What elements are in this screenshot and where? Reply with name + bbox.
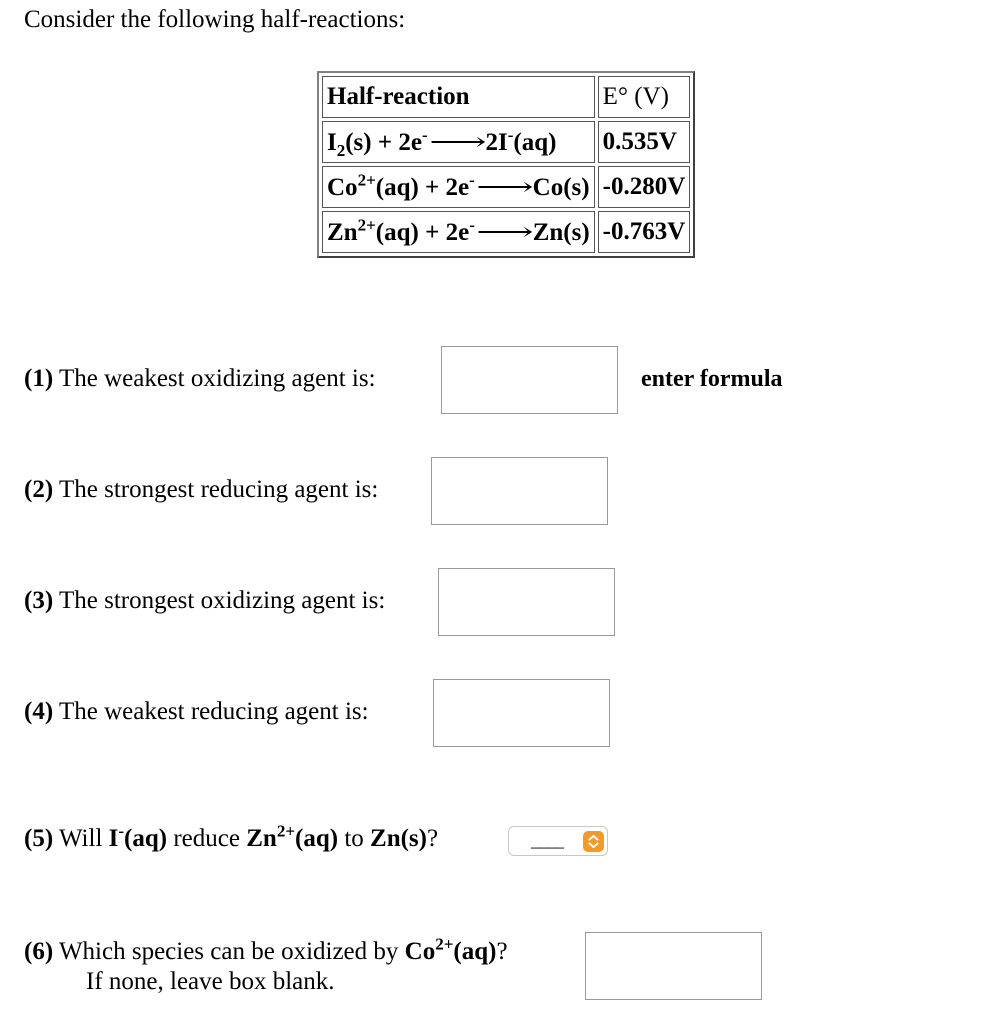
potential-cobalt: -0.280V bbox=[598, 166, 691, 208]
reaction-zinc: $Zn^{2+}(aq)$ + 2e-⟶Zn(s) bbox=[322, 211, 595, 253]
question-text: The strongest oxidizing agent is: bbox=[58, 587, 386, 614]
reaction-arrow-icon: ⟶ bbox=[428, 129, 487, 156]
answer-input-3[interactable] bbox=[438, 568, 615, 636]
question-number: (2) bbox=[24, 476, 54, 503]
table-row bbox=[322, 166, 690, 208]
question-number: (4) bbox=[24, 698, 54, 725]
table-row bbox=[322, 121, 690, 163]
question-6: (6) Which species can be oxidized by $Co^{2+}(aq)$? bbox=[24, 934, 508, 965]
reaction-arrow-icon: ⟶ bbox=[476, 219, 534, 246]
reaction-cobalt: $Co^{2+}(aq)$ + 2e-⟶Co(s) bbox=[322, 166, 595, 208]
select-updown-icon[interactable] bbox=[583, 831, 604, 852]
question-3 bbox=[24, 587, 385, 615]
question-number: (1) bbox=[24, 365, 54, 392]
answer-input-4[interactable] bbox=[433, 679, 610, 747]
question-text: The strongest reducing agent is: bbox=[58, 476, 379, 503]
reaction-arrow-icon: ⟶ bbox=[476, 174, 534, 201]
answer-input-6[interactable] bbox=[585, 932, 762, 1000]
question-5: (5) Will I-(aq) reduce $Zn^{2+}(aq)$ to Zn(s)? bbox=[24, 821, 439, 852]
question-text: The weakest oxidizing agent is: bbox=[58, 365, 376, 392]
intro-text: Consider the following half-reactions: bbox=[24, 6, 406, 33]
enter-formula-hint: enter formula bbox=[641, 366, 783, 392]
question-number: (3) bbox=[24, 587, 54, 614]
question-2 bbox=[24, 476, 378, 504]
question-6-note: If none, leave box blank. bbox=[86, 968, 335, 995]
question-1 bbox=[24, 365, 376, 393]
select-current-value: ____ bbox=[531, 830, 563, 850]
answer-input-1[interactable] bbox=[441, 346, 618, 414]
question-4 bbox=[24, 698, 369, 726]
q5-select-dropdown[interactable] bbox=[508, 826, 608, 856]
question-number: (6) bbox=[24, 938, 54, 965]
potential-iodine: 0.535V bbox=[598, 121, 691, 163]
half-reaction-table bbox=[317, 71, 695, 258]
question-text: The weakest reducing agent is: bbox=[58, 698, 369, 725]
reaction-iodine: $I_2(s)$ + 2e-⟶2I-(aq) bbox=[322, 121, 595, 163]
potential-zinc: -0.763V bbox=[598, 211, 691, 253]
question-number: (5) bbox=[24, 825, 54, 852]
header-half-reaction: Half-reaction bbox=[322, 76, 595, 118]
answer-input-2[interactable] bbox=[431, 457, 608, 525]
header-potential: E° (V) bbox=[598, 76, 691, 118]
table-header-row bbox=[322, 76, 690, 118]
table-row bbox=[322, 211, 690, 253]
